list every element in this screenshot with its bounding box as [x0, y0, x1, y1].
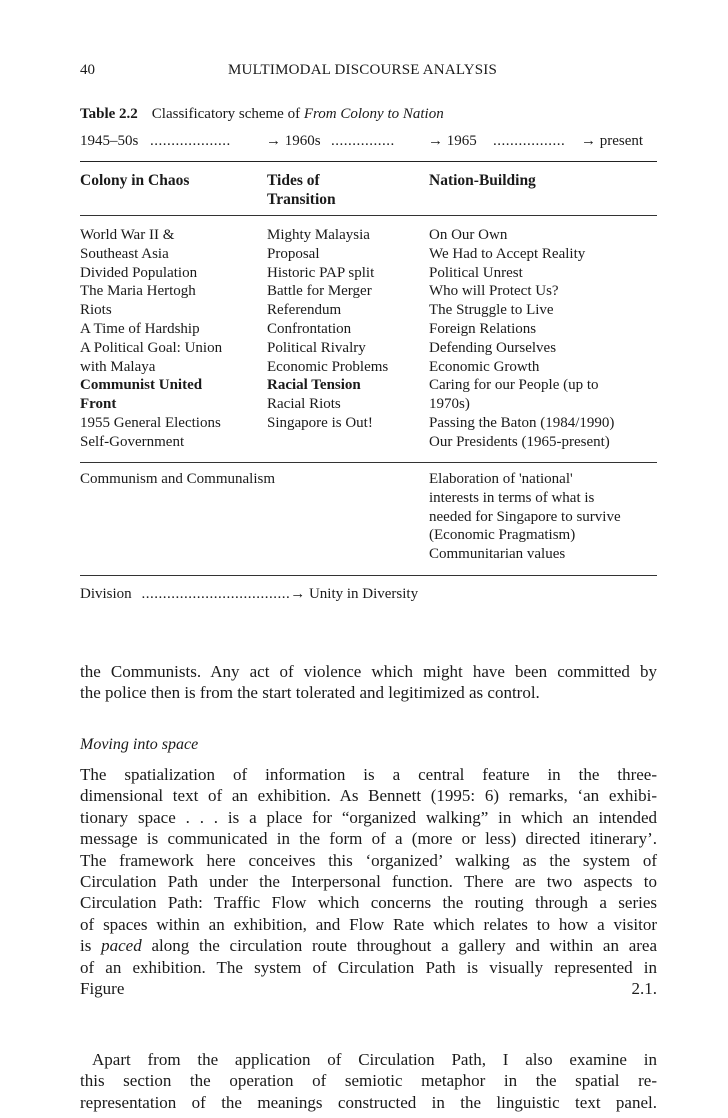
- text-line: Apart from the application of Circulation Path, I also examine in: [92, 1050, 657, 1069]
- text-line: The spatialization of information is a central feature in the three-: [80, 765, 657, 784]
- table-rule-ideology: [80, 462, 657, 463]
- running-head: MULTIMODAL DISCOURSE ANALYSIS: [228, 62, 498, 78]
- list-item: Riots: [80, 302, 112, 319]
- timeline-period-2: → 1960s: [266, 133, 321, 149]
- text-line: of spaces within an exhibition, and Flow Rate which relates to how a visitor: [80, 914, 657, 934]
- list-item: Political Unrest: [429, 264, 523, 281]
- list-item: Referendum: [267, 302, 342, 319]
- column-head-nation: Nation-Building: [429, 172, 536, 189]
- timeline-period-1: 1945–50s: [80, 133, 139, 149]
- list-item: Caring for our People (up to: [429, 377, 599, 394]
- text-fragment: is: [80, 936, 92, 956]
- column-nation-list: [429, 226, 614, 452]
- list-item: Front: [80, 396, 117, 413]
- list-item: Who will Protect Us?: [429, 283, 559, 300]
- division-unity-row: [80, 586, 418, 603]
- text-line: tionary space . . . is a place for “organized walking” in which an intended: [80, 807, 657, 827]
- column-head-transition-line2: Transition: [267, 191, 336, 208]
- text-line: representation of the meanings constructed in the linguistic text panel.: [80, 1092, 657, 1112]
- paragraph-semiotic-metaphor: [80, 1049, 657, 1113]
- text-line: Circulation Path: Traffic Flow which concerns the routing through a series: [80, 893, 657, 913]
- list-item: Battle for Merger: [267, 283, 372, 300]
- text-line: this section the operation of semiotic metaphor in the spatial re-: [80, 1071, 657, 1091]
- caption-title: From Colony to Nation: [303, 106, 444, 122]
- list-item: Self-Government: [80, 433, 185, 450]
- paragraph-communists: [80, 661, 657, 704]
- text-line: the police then is from the start tolerated and legitimized as control.: [80, 683, 540, 703]
- ideology-right: [429, 470, 621, 564]
- list-item: Economic Problems: [267, 358, 389, 375]
- list-item: Defending Ourselves: [429, 339, 557, 356]
- text-line: Figure 2.1.: [80, 978, 657, 998]
- division-dots: ...................................: [141, 586, 291, 602]
- list-item: The Struggle to Live: [429, 302, 554, 319]
- list-item: A Time of Hardship: [80, 320, 200, 337]
- ideology-line: Elaboration of 'national': [429, 471, 573, 487]
- paragraph-spatialization: [80, 764, 657, 1021]
- list-item: Our Presidents (1965-present): [429, 433, 610, 450]
- list-item: The Maria Hertogh: [80, 283, 196, 300]
- timeline-period-4: → present: [581, 133, 644, 149]
- ideology-line: (Economic Pragmatism): [429, 527, 576, 544]
- timeline-dots-1: ...................: [150, 133, 231, 149]
- list-item: World War II &: [80, 227, 175, 243]
- list-item: Divided Population: [80, 264, 198, 281]
- section-subheading: Moving into space: [80, 736, 199, 753]
- list-item: On Our Own: [429, 227, 508, 243]
- ideology-left: Communism and Communalism: [80, 471, 276, 487]
- table-rule-head: [80, 215, 657, 216]
- list-item: 1970s): [429, 396, 470, 413]
- text-fragment: along the circulation route throughout a gallery and within an area: [141, 936, 658, 956]
- page-number: 40: [80, 62, 95, 78]
- table-label: Table 2.2: [80, 106, 138, 122]
- table-caption: [80, 106, 444, 123]
- list-item: Proposal: [267, 245, 320, 262]
- caption-prefix: Classificatory scheme of: [151, 106, 304, 122]
- list-item: Southeast Asia: [80, 245, 169, 262]
- ideology-line: needed for Singapore to survive: [429, 508, 621, 525]
- ideology-line: interests in terms of what is: [429, 489, 595, 506]
- list-item: Passing the Baton (1984/1990): [429, 414, 615, 431]
- list-item: Singapore is Out!: [267, 414, 373, 431]
- text-line-paced: [80, 935, 657, 956]
- list-item: Confrontation: [267, 320, 352, 337]
- page-header: [80, 62, 657, 80]
- text-line: dimensional text of an exhibition. As Bennett (1995: 6) remarks, ‘an exhibi-: [80, 786, 657, 806]
- column-head-transition-line1: Tides of: [267, 172, 320, 189]
- list-item: Mighty Malaysia: [267, 227, 370, 243]
- text-line: the Communists. Any act of violence which might have been committed by: [80, 662, 657, 681]
- emphasis-paced: paced: [101, 936, 142, 956]
- text-line: of an exhibition. The system of Circulation Path is visually represented in: [80, 957, 657, 977]
- timeline-period-3: → 1965: [428, 133, 477, 149]
- table-rule-top: [80, 161, 657, 162]
- text-line: [80, 999, 657, 1020]
- text-line: message is communicated in the form of a (more or less) directed itinerary’.: [80, 829, 657, 849]
- list-item: Racial Tension: [267, 377, 361, 394]
- list-item: Foreign Relations: [429, 320, 537, 337]
- list-item: Historic PAP split: [267, 264, 375, 281]
- column-colony-list: [80, 226, 222, 452]
- column-head-transition: [267, 171, 336, 209]
- division-label: Division: [80, 586, 132, 602]
- timeline-dots-2: ...............: [331, 133, 395, 149]
- table-rule-bottom: [80, 575, 657, 576]
- text-line: The framework here conceives this ‘organized’ walking as the system of: [80, 850, 657, 870]
- text-line: Circulation Path under the Interpersonal function. There are two aspects to: [80, 871, 657, 891]
- list-item: with Malaya: [80, 358, 156, 375]
- list-item: Racial Riots: [267, 396, 341, 413]
- list-item: A Political Goal: Union: [80, 339, 223, 356]
- column-head-colony: Colony in Chaos: [80, 172, 190, 189]
- ideology-line: Communitarian values: [429, 546, 566, 563]
- timeline-row: [80, 133, 657, 153]
- list-item: Economic Growth: [429, 358, 540, 375]
- column-transition-list: [267, 226, 388, 433]
- unity-label: → Unity in Diversity: [290, 586, 419, 602]
- list-item: We Had to Accept Reality: [429, 245, 586, 262]
- list-item: 1955 General Elections: [80, 414, 221, 431]
- timeline-dots-3: .................: [493, 133, 566, 149]
- list-item: Political Rivalry: [267, 339, 366, 356]
- list-item: Communist United: [80, 377, 203, 394]
